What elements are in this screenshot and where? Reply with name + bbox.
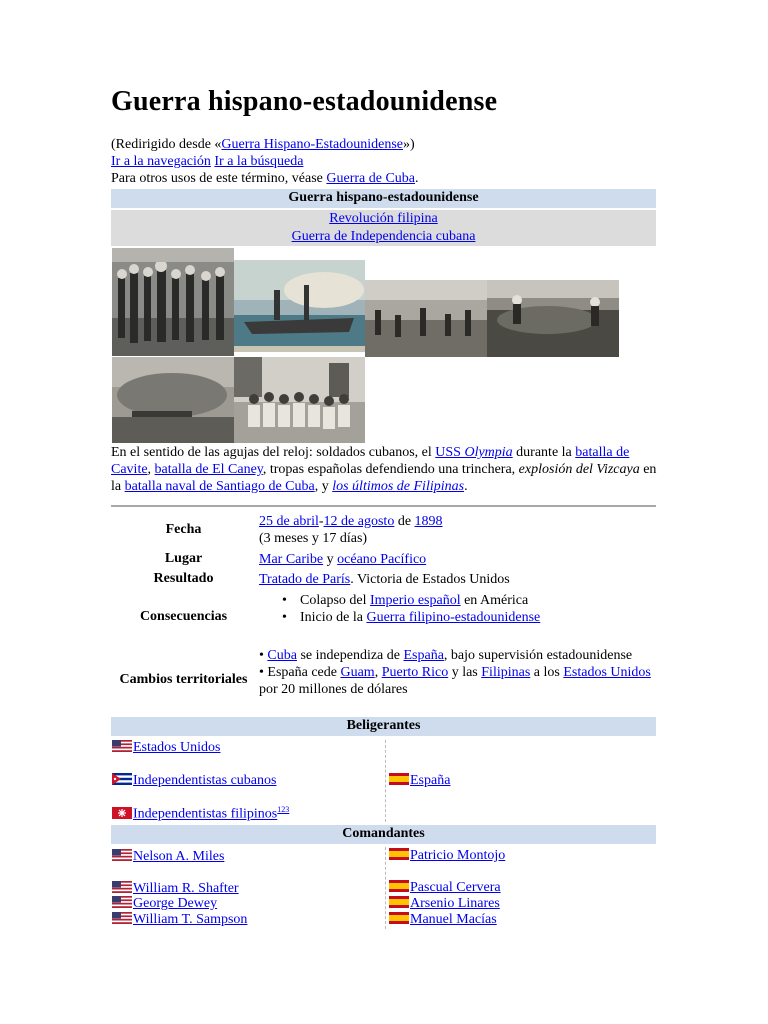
link-filipinas[interactable]: Filipinas: [481, 665, 531, 680]
belligerent-left-2: [112, 773, 276, 789]
spain-flag-icon: [389, 896, 409, 908]
caption-text: ,: [147, 462, 155, 477]
link-arsenio-linares[interactable]: Arsenio Linares: [410, 896, 500, 911]
commander-left-4: [112, 912, 247, 928]
photo-spanish-trench: [487, 280, 619, 357]
page-title: Guerra hispano-estadounidense: [111, 86, 498, 117]
link-espana-belligerent[interactable]: España: [410, 773, 451, 788]
link-guerra-filipino-estadounidense[interactable]: Guerra filipino-estadounidense: [366, 610, 541, 625]
disambig-prefix: Para otros usos de este término, véase: [111, 171, 327, 186]
photo-uss-olympia: [234, 260, 365, 352]
value-cambios-territoriales: [259, 647, 654, 698]
link-1898[interactable]: 1898: [414, 514, 443, 529]
skip-to-navigation-link[interactable]: Ir a la navegación: [111, 154, 211, 169]
disambiguation-note: [111, 171, 419, 187]
link-cuba[interactable]: Cuba: [267, 648, 297, 663]
caption-text: , y: [314, 479, 333, 494]
value-fecha: 25 de abril-12 de agosto de 1898 (3 meses y 17 días): [259, 514, 443, 546]
redirect-prefix: (Redirigido desde «: [111, 137, 222, 152]
link-imperio-espanol[interactable]: Imperio español: [370, 593, 461, 608]
link-guam[interactable]: Guam: [340, 665, 375, 680]
usa-flag-icon: [112, 740, 132, 752]
photo-cuban-soldiers: [112, 248, 234, 356]
cuba-flag-icon: [112, 773, 132, 785]
commander-right-3: [389, 896, 500, 912]
redirect-link[interactable]: Guerra Hispano-Estadounidense: [221, 137, 403, 152]
disambig-link[interactable]: Guerra de Cuba: [326, 171, 416, 186]
caption-text: en la: [111, 462, 657, 494]
link-george-dewey[interactable]: George Dewey: [133, 896, 218, 911]
label-cambios-territoriales: Cambios territoriales: [119, 672, 248, 687]
infobox-part-of: [111, 210, 656, 246]
link-espana[interactable]: España: [403, 648, 444, 663]
footnote-link[interactable]: 123: [277, 805, 290, 814]
belligerent-right-1: [389, 773, 450, 789]
disambig-suffix: .: [415, 171, 419, 186]
list-item: • Colapso del Imperio español en América: [282, 592, 540, 609]
infobox-divider: [111, 505, 656, 507]
belligerent-left-1: [112, 740, 221, 756]
list-item: • España cede Guam, Puerto Rico y las Filipinas a los Estados Unidos por 20 millones de dólares: [259, 665, 651, 697]
caption-text: En el sentido de las agujas del reloj: soldados cubanos, el: [111, 445, 436, 460]
label-consecuencias: Consecuencias: [139, 609, 228, 624]
caption-text: , tropas españolas defendiendo una trinchera,: [262, 462, 519, 477]
link-independentistas-filipinos[interactable]: Independentistas filipinos: [133, 806, 278, 822]
column-separator: [385, 847, 386, 929]
link-william-r-shafter[interactable]: William R. Shafter: [133, 881, 239, 896]
usa-flag-icon: [112, 881, 132, 893]
commander-left-2: [112, 881, 239, 897]
section-header-comandantes: Comandantes: [111, 825, 656, 844]
caption-link-batalla-cavite[interactable]: batalla de Cavite: [111, 445, 630, 477]
link-patricio-montojo[interactable]: Patricio Montojo: [410, 848, 506, 863]
link-estados-unidos[interactable]: Estados Unidos: [563, 665, 651, 680]
part-of-link-revolucion-filipina[interactable]: Revolución filipina: [329, 211, 438, 226]
part-of-link-guerra-independencia-cubana[interactable]: Guerra de Independencia cubana: [291, 229, 476, 244]
value-lugar: Mar Caribe y océano Pacífico: [259, 552, 427, 567]
list-item: • Cuba se independiza de España, bajo supervisión estadounidense: [259, 648, 633, 663]
spain-flag-icon: [389, 912, 409, 924]
commander-left-1: [112, 849, 224, 865]
commander-right-2: [389, 880, 501, 896]
commander-right-1: [389, 848, 505, 864]
skip-to-search-link[interactable]: Ir a la búsqueda: [214, 154, 304, 169]
link-12-de-agosto[interactable]: 12 de agosto: [323, 514, 395, 529]
usa-flag-icon: [112, 849, 132, 861]
link-nelson-a-miles[interactable]: Nelson A. Miles: [133, 849, 225, 864]
commander-left-3: [112, 896, 217, 912]
spain-flag-icon: [389, 880, 409, 892]
section-header-beligerantes: Beligerantes: [111, 717, 656, 736]
label-lugar: Lugar: [164, 551, 203, 566]
redirect-suffix: »): [402, 137, 415, 152]
caption-link-uss-olympia[interactable]: USS Olympia: [435, 445, 513, 460]
spain-flag-icon: [389, 848, 409, 860]
link-estados-unidos-belligerent[interactable]: Estados Unidos: [133, 740, 221, 755]
link-25-de-abril[interactable]: 25 de abril: [259, 514, 319, 529]
duration-text: (3 meses y 17 días): [259, 531, 368, 546]
photo-caption: [111, 444, 659, 495]
katipunan-flag-icon: [112, 807, 132, 819]
label-resultado: Resultado: [153, 571, 214, 586]
caption-text: .: [464, 479, 468, 494]
link-independentistas-cubanos[interactable]: Independentistas cubanos: [133, 773, 277, 788]
link-william-t-sampson[interactable]: William T. Sampson: [133, 912, 248, 927]
caption-link-batalla-el-caney[interactable]: batalla de El Caney: [154, 462, 263, 477]
caption-text: durante la: [512, 445, 576, 460]
link-oceano-pacifico[interactable]: océano Pacífico: [337, 552, 427, 567]
link-pascual-cervera[interactable]: Pascual Cervera: [410, 880, 501, 895]
caption-italic: explosión del Vizcaya: [518, 462, 640, 477]
spain-flag-icon: [389, 773, 409, 785]
list-item: • Inicio de la Guerra filipino-estadounidense: [282, 609, 540, 626]
photo-el-caney: [365, 280, 487, 357]
caption-link-ultimos-filipinas[interactable]: los últimos de Filipinas: [332, 479, 465, 494]
infobox-header: Guerra hispano-estadounidense: [111, 189, 656, 208]
label-fecha: Fecha: [165, 522, 202, 537]
link-puerto-rico[interactable]: Puerto Rico: [381, 665, 449, 680]
link-tratado-de-paris[interactable]: Tratado de París: [259, 572, 351, 587]
usa-flag-icon: [112, 912, 132, 924]
caption-link-santiago-de-cuba[interactable]: batalla naval de Santiago de Cuba: [124, 479, 315, 494]
value-resultado: Tratado de París. Victoria de Estados Unidos: [259, 572, 510, 587]
photo-vizcaya-explosion: [112, 357, 234, 443]
value-consecuencias: [282, 592, 540, 626]
usa-flag-icon: [112, 896, 132, 908]
redirect-note: [111, 137, 415, 153]
photo-ultimos-de-filipinas: [234, 357, 365, 443]
column-separator: [385, 740, 386, 822]
commander-right-4: [389, 912, 497, 928]
link-manuel-macias[interactable]: Manuel Macías: [410, 912, 497, 927]
belligerent-left-3: [112, 805, 289, 823]
link-mar-caribe[interactable]: Mar Caribe: [259, 552, 324, 567]
skip-links: [111, 154, 303, 170]
